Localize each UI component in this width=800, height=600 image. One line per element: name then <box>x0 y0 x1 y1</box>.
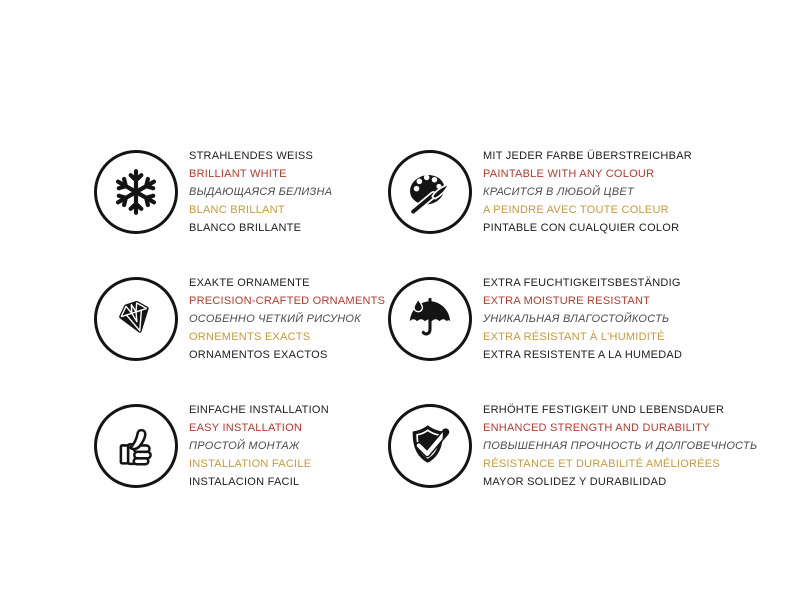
feature-icon-circle <box>94 404 178 488</box>
label-english: BRILLIANT WHITE <box>189 167 287 180</box>
feature-paintable-any-colour <box>388 128 718 255</box>
label-german: EXAKTE ORNAMENTE <box>189 276 310 289</box>
label-spanish: BLANCO BRILLANTE <box>189 221 302 234</box>
feature-labels <box>189 147 332 237</box>
feature-precision-ornaments <box>94 255 388 382</box>
label-french: BLANC BRILLANT <box>189 203 285 216</box>
feature-strength-durability <box>388 382 758 509</box>
label-spanish: EXTRA RESISTENTE A LA HUMEDAD <box>483 348 683 361</box>
feature-icon-circle <box>94 277 178 361</box>
label-french: ORNEMENTS EXACTS <box>189 330 311 343</box>
label-russian: ПОВЫШЕННАЯ ПРОЧНОСТЬ И ДОЛГОВЕЧНОСТЬ <box>483 439 758 452</box>
label-german: EINFACHE INSTALLATION <box>189 403 329 416</box>
label-english: PRECISION-CRAFTED ORNAMENTS <box>189 294 386 307</box>
label-russian: ВЫДАЮЩАЯСЯ БЕЛИЗНА <box>189 185 333 198</box>
label-spanish: INSTALACION FACIL <box>189 475 300 488</box>
label-russian: ОСОБЕННО ЧЕТКИЙ РИСУНОК <box>189 312 361 325</box>
feature-icon-circle <box>388 150 472 234</box>
label-english: EXTRA MOISTURE RESISTANT <box>483 294 651 307</box>
label-french: A PEINDRE AVEC TOUTE COLEUR <box>483 203 669 216</box>
feature-labels <box>189 401 329 491</box>
shield-check-icon <box>402 418 458 474</box>
feature-icon-circle <box>94 150 178 234</box>
snowflake-icon <box>108 164 164 220</box>
label-english: ENHANCED STRENGTH AND DURABILITY <box>483 421 710 434</box>
features-grid <box>94 128 758 509</box>
label-german: ERHÖHTE FESTIGKEIT UND LEBENSDAUER <box>483 403 725 416</box>
feature-brilliant-white <box>94 128 388 255</box>
umbrella-icon <box>402 291 458 347</box>
feature-icon-circle <box>388 404 472 488</box>
label-english: EASY INSTALLATION <box>189 421 303 434</box>
diamond-icon <box>108 291 164 347</box>
label-russian: ПРОСТОЙ МОНТАЖ <box>189 439 300 452</box>
label-french: INSTALLATION FACILE <box>189 457 312 470</box>
label-german: EXTRA FEUCHTIGKEITSBESTÄNDIG <box>483 276 681 289</box>
label-english: PAINTABLE WITH ANY COLOUR <box>483 167 655 180</box>
feature-labels <box>483 274 682 364</box>
label-russian: КРАСИТСЯ В ЛЮБОЙ ЦВЕТ <box>483 185 634 198</box>
feature-labels <box>483 401 757 491</box>
feature-labels <box>189 274 385 364</box>
palette-icon <box>402 164 458 220</box>
label-spanish: ORNAMENTOS EXACTOS <box>189 348 328 361</box>
feature-icon-circle <box>388 277 472 361</box>
label-french: RÉSISTANCE ET DURABILITÉ AMÉLIORÉES <box>483 457 720 470</box>
label-spanish: PINTABLE CON CUALQUIER COLOR <box>483 221 680 234</box>
label-french: EXTRA RÉSISTANT À L'HUMIDITÉ <box>483 330 665 343</box>
label-german: STRAHLENDES WEISS <box>189 149 314 162</box>
label-german: MIT JEDER FARBE ÜBERSTREICHBAR <box>483 149 692 162</box>
feature-easy-installation <box>94 382 388 509</box>
feature-moisture-resistant <box>388 255 718 382</box>
label-russian: УНИКАЛЬНАЯ ВЛАГОСТОЙКОСТЬ <box>483 312 670 325</box>
feature-labels <box>483 147 692 237</box>
label-spanish: MAYOR SOLIDEZ Y DURABILIDAD <box>483 475 667 488</box>
thumbs-up-icon <box>108 418 164 474</box>
